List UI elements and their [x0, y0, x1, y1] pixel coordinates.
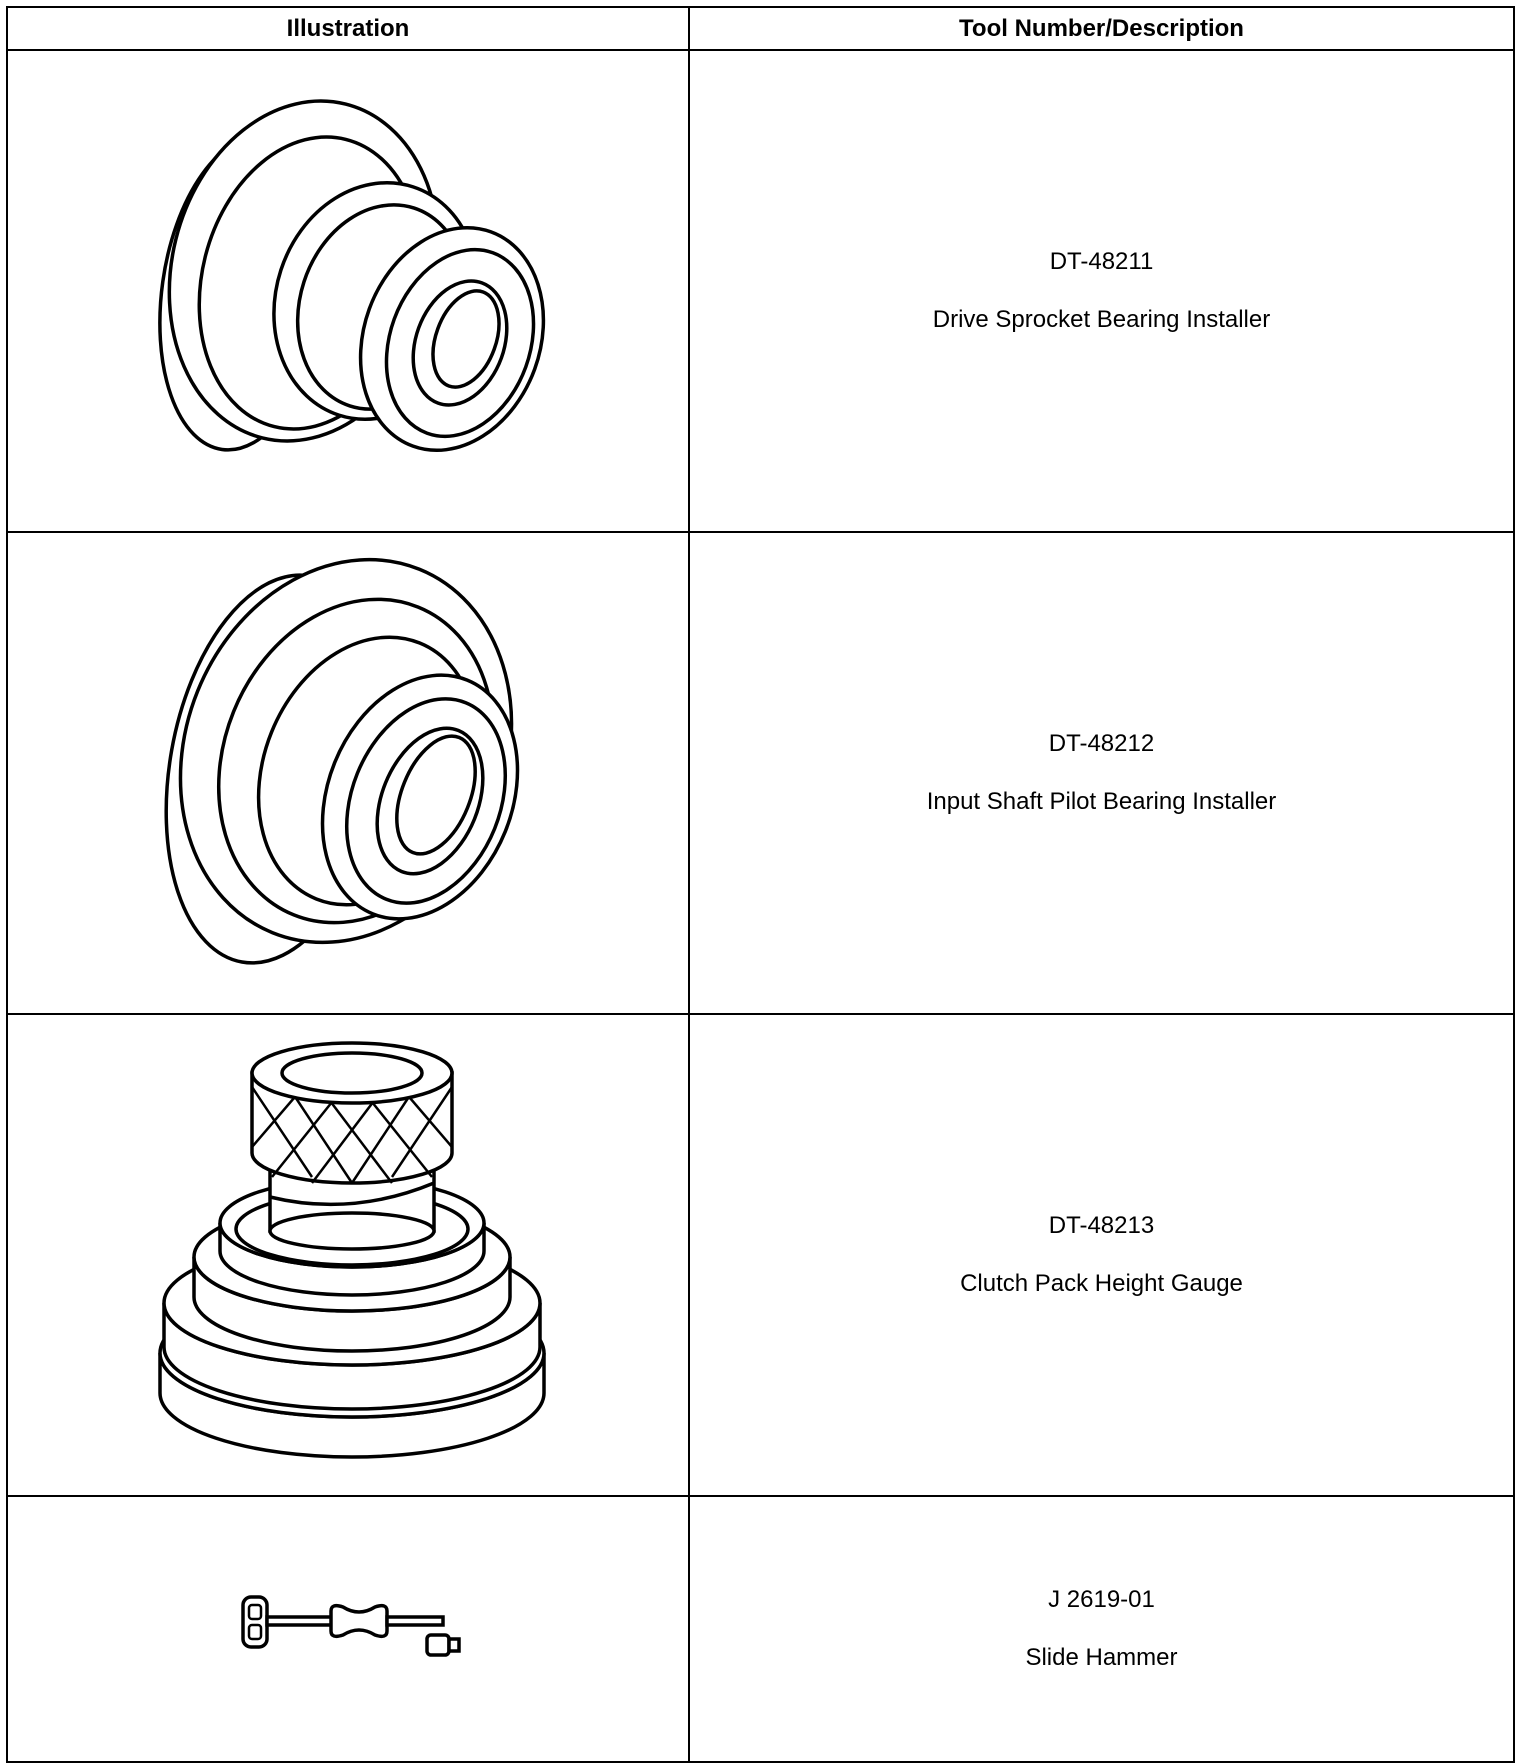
illustration-header: Illustration — [7, 7, 689, 50]
illustration-cell — [7, 532, 689, 1014]
pilot-bearing-installer-icon — [148, 553, 548, 993]
description-header: Tool Number/Description — [689, 7, 1514, 50]
description-cell — [689, 1496, 1514, 1762]
slide-hammer-icon — [233, 1589, 463, 1669]
tool-description: Drive Sprocket Bearing Installer — [932, 306, 1271, 333]
tool-number: DT-48213 — [1048, 1212, 1155, 1239]
illustration-cell — [7, 1496, 689, 1762]
bearing-installer-icon — [128, 81, 568, 501]
table-row — [7, 1014, 1514, 1496]
description-cell — [689, 50, 1514, 532]
illustration-cell — [7, 50, 689, 532]
table-row — [7, 50, 1514, 532]
table-row — [7, 532, 1514, 1014]
tool-description: Clutch Pack Height Gauge — [960, 1270, 1243, 1297]
description-cell — [689, 1014, 1514, 1496]
description-cell — [689, 532, 1514, 1014]
tool-description: Input Shaft Pilot Bearing Installer — [926, 788, 1277, 815]
tool-number: J 2619-01 — [1048, 1586, 1155, 1613]
header-row — [7, 7, 1514, 50]
table-row — [7, 1496, 1514, 1762]
height-gauge-icon — [148, 1035, 548, 1475]
tool-number: DT-48212 — [1048, 730, 1155, 757]
special-tools-table — [6, 6, 1515, 1763]
tool-number: DT-48211 — [1049, 248, 1154, 275]
illustration-cell — [7, 1014, 689, 1496]
tool-description: Slide Hammer — [1025, 1644, 1178, 1671]
